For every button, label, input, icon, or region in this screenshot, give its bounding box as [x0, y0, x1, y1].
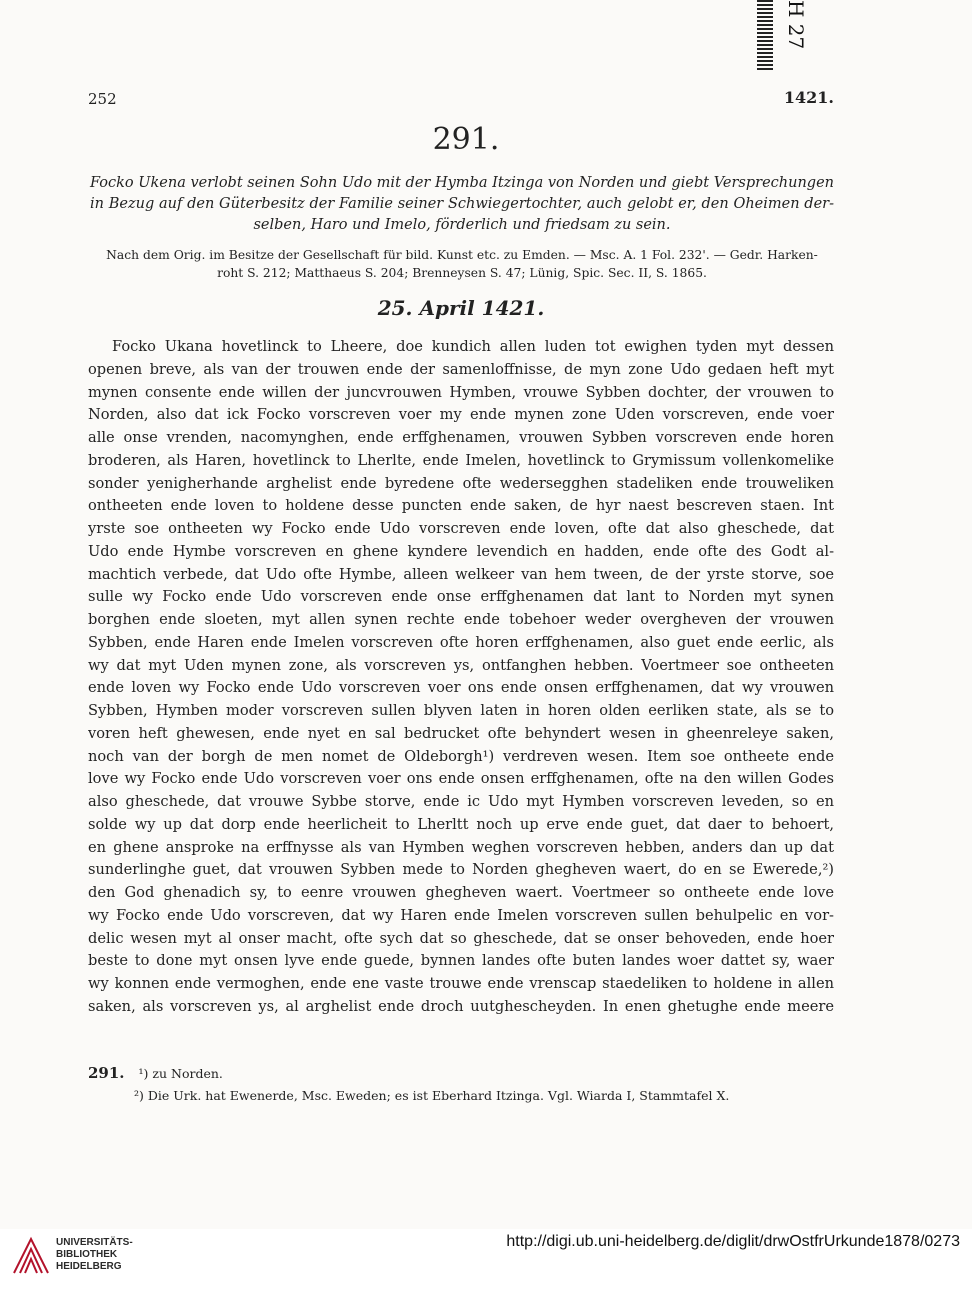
body-line: sonder yenigherhande arghelist ende byredene ofte wedersegghen stadeliken ende trouweliken	[88, 474, 834, 492]
body-line: beste to done myt onsen lyve ende guede, bynnen landes ofte buten landes woer dattet sy, waer	[88, 952, 834, 970]
footnote-1	[88, 1062, 834, 1085]
running-header-year: 1421.	[783, 88, 834, 107]
body-line: also gheschede, dat vrouwe Sybbe storve, ende ic Udo myt Hymben vorscreven leveden, so en	[88, 793, 834, 810]
source-note	[90, 246, 834, 282]
body-line: broderen, als Haren, hovetlinck to Lherlte, ende Imelen, hovetlinck to Grymissum vollenkomelike	[88, 451, 834, 469]
footnote-1-text: ¹) zu Norden.	[138, 1066, 223, 1081]
body-line: Sybben, Hymben moder vorscreven sullen blyven laten in horen olden eerliken state, als se to	[88, 702, 834, 719]
body-line: Sybben, ende Haren ende Imelen vorscreven ofte horen erffghenamen, also guet ende eerlic, als	[88, 633, 834, 651]
document-date: 25. April 1421.	[377, 296, 545, 320]
summary-line: in Bezug auf den Güterbesitz der Familie seiner Schwiegertochter, auch gelobt er, den Oheimen der-	[90, 196, 834, 212]
body-line: ende loven wy Focko ende Udo vorscreven voer ons ende onsen erffghenamen, dat wy vrouwen	[88, 679, 834, 697]
viewer-footer	[0, 1229, 972, 1289]
body-line: solde wy up dat dorp ende heerlicheit to Lherltt noch up erve ende guet, dat daer to behoert,	[88, 815, 834, 833]
logo-line: BIBLIOTHEK	[56, 1249, 118, 1260]
permalink-url[interactable]: http://digi.ub.uni-heidelberg.de/diglit/drwOstfrUrkunde1878/0273	[506, 1233, 960, 1250]
body-line: sulle wy Focko ende Udo vorscreven ende onse erffghenamen dat lant to Norden myt synen	[88, 588, 834, 606]
body-line: ontheeten ende loven to holdene desse puncten ende saken, de hyr naest bescreven staen. Int	[88, 497, 834, 515]
source-line: roht S. 212; Matthaeus S. 204; Brenneysen S. 47; Lünig, Spic. Sec. II, S. 1865.	[217, 266, 707, 280]
body-line: yrste soe ontheeten wy Focko ende Udo vorscreven ende loven, ofte dat also gheschede, dat	[88, 520, 834, 537]
body-line: alle onse vrenden, nacomynghen, ende erffghenamen, vrouwen Sybben vorscreven ende horen	[88, 429, 834, 446]
body-line: mynen consente ende willen der juncvrouwen Hymben, vrouwe Sybben dochter, der vrouwen to	[88, 383, 834, 401]
summary-line: Focko Ukena verlobt seinen Sohn Udo mit der Hymba Itzinga von Norden und giebt Versprechungen	[90, 175, 834, 191]
body-line: wy Focko ende Udo vorscreven, dat wy Haren ende Imelen vorscreven sullen behulpelic en vor-	[88, 906, 834, 924]
logo-line: UNIVERSITÄTS-	[56, 1237, 133, 1248]
body-line: wy dat myt Uden mynen zone, als vorscreven ys, ontfanghen hebben. Voertmeer soe ontheeten	[88, 656, 834, 674]
footnotes	[88, 1062, 834, 1107]
logo-line: HEIDELBERG	[56, 1261, 122, 1272]
summary-line: selben, Haro und Imelo, förderlich und friedsam zu sein.	[253, 217, 671, 233]
body-line: Norden, also dat ick Focko vorscreven voer my ende mynen zone Uden vorscreven, ende voer	[88, 406, 834, 424]
body-line: wy konnen ende vermoghen, ende ene vaste trouwe ende vrenscap staedeliken to holdene in allen	[88, 975, 834, 992]
document-summary	[90, 173, 834, 236]
university-logo-icon	[12, 1235, 50, 1275]
document-body	[88, 336, 834, 1019]
university-logo-text	[56, 1237, 133, 1273]
page-number: 252	[88, 90, 117, 108]
body-line: Udo ende Hymbe vorscreven en ghene kyndere levendich en hadden, ende ofte des Godt al-	[88, 542, 834, 560]
document-number: 291.	[432, 122, 500, 157]
footnote-2-text: ²) Die Urk. hat Ewenerde, Msc. Eweden; es ist Eberhard Itzinga. Vgl. Wiarda I, Stammtafel X.	[134, 1088, 730, 1103]
body-line: Focko Ukana hovetlinck to Lheere, doe kundich allen luden tot ewighen tyden myt dessen	[112, 338, 834, 355]
source-line: Nach dem Orig. im Besitze der Gesellschaft für bild. Kunst etc. zu Emden. — Msc. A. 1 Fol. 232'. — Gedr. Harken-	[106, 248, 818, 262]
body-line: love wy Focko ende Udo vorscreven voer ons ende onsen erffghenamen, ofte na den willen Godes	[88, 770, 834, 788]
shelf-signature: H 27	[784, 0, 808, 50]
body-line: borghen ende sloeten, myt allen synen rechte ende tobehoer weder overgheven der vrouwen	[88, 611, 834, 628]
body-line: sunderlinghe guet, dat vrouwen Sybben mede to Norden ghegheven waert, do en se Ewerede,²)	[88, 861, 834, 879]
body-line: machtich verbede, dat Udo ofte Hymbe, alleen welkeer van hem tween, de der yrste storve, soe	[88, 565, 834, 583]
body-line: den God ghenadich sy, to eenre vrouwen ghegheven waert. Voertmeer so ontheete ende love	[88, 884, 834, 901]
body-line: openen breve, als van der trouwen ende der samenloffnisse, de myn zone Udo gedaen heft myt	[88, 360, 834, 378]
body-line: voren heft ghewesen, ende nyet en sal bedrucket ofte behyndert wesen in gheenreleye saken,	[88, 724, 834, 742]
body-line: noch van der borgh de men nomet de Oldeborgh¹) verdreven wesen. Item soe ontheete ende	[88, 747, 834, 765]
body-line: saken, als vorscreven ys, al arghelist ende droch uutghescheyden. In enen ghetughe ende meere	[88, 997, 834, 1015]
body-line: delic wesen myt al onser macht, ofte sych dat so gheschede, dat se onser behoveden, ende hoer	[88, 929, 834, 947]
footnote-label: 291.	[88, 1064, 125, 1082]
body-line: en ghene ansproke na erffnysse als van Hymben weghen vorscreven hebben, anders dan up dat	[88, 838, 834, 856]
